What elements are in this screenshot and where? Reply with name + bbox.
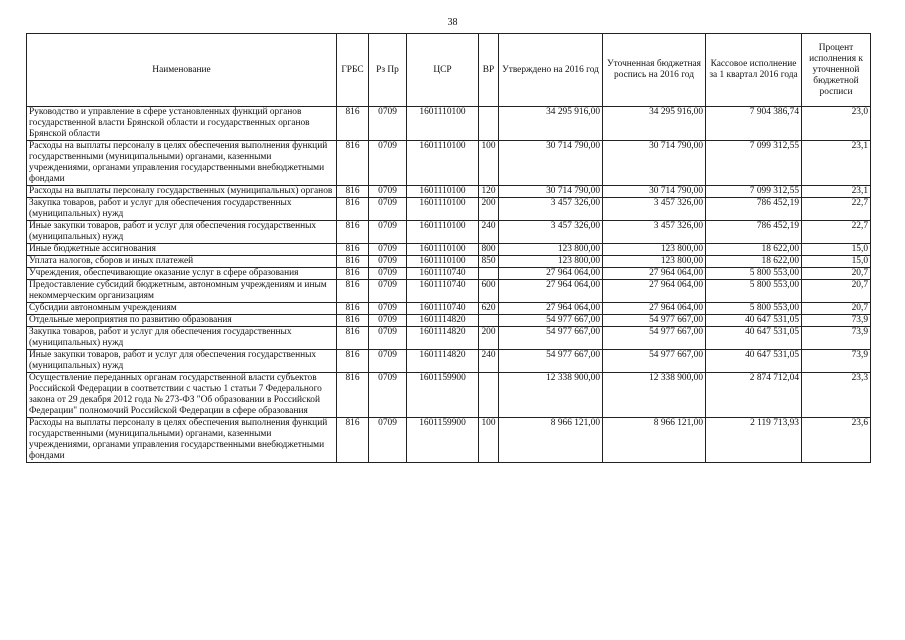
cell-percent: 23,1 xyxy=(802,186,871,198)
cell-cash: 5 800 553,00 xyxy=(706,268,802,280)
cell-vr xyxy=(479,268,499,280)
cell-cash: 7 904 386,74 xyxy=(706,107,802,141)
cell-vr: 120 xyxy=(479,186,499,198)
cell-csr: 1601110100 xyxy=(407,244,479,256)
cell-approved: 30 714 790,00 xyxy=(499,141,603,186)
cell-cash: 2 874 712,04 xyxy=(706,373,802,418)
cell-csr: 1601159900 xyxy=(407,418,479,463)
cell-approved: 54 977 667,00 xyxy=(499,350,603,373)
cell-csr: 1601110740 xyxy=(407,268,479,280)
cell-approved: 123 800,00 xyxy=(499,244,603,256)
header-vr: ВР xyxy=(479,34,499,107)
cell-cash: 2 119 713,93 xyxy=(706,418,802,463)
cell-approved: 12 338 900,00 xyxy=(499,373,603,418)
cell-refined: 30 714 790,00 xyxy=(603,141,706,186)
cell-rzpr: 0709 xyxy=(369,141,407,186)
table-row xyxy=(27,141,871,186)
table-row xyxy=(27,327,871,350)
table-row xyxy=(27,280,871,303)
cell-refined: 123 800,00 xyxy=(603,244,706,256)
cell-rzpr: 0709 xyxy=(369,186,407,198)
cell-grbs: 816 xyxy=(337,373,369,418)
cell-approved: 8 966 121,00 xyxy=(499,418,603,463)
cell-csr: 1601110100 xyxy=(407,141,479,186)
cell-approved: 123 800,00 xyxy=(499,256,603,268)
cell-cash: 7 099 312,55 xyxy=(706,141,802,186)
cell-approved: 27 964 064,00 xyxy=(499,280,603,303)
cell-name: Расходы на выплаты персоналу в целях обеспечения выполнения функций государственными (муниципальными) органами, казенными учреждениями, органами управления государственными внебюджетными фондами xyxy=(27,418,337,463)
cell-name: Закупка товаров, работ и услуг для обеспечения государственных (муниципальных) нужд xyxy=(27,327,337,350)
header-approved: Утверждено на 2016 год xyxy=(499,34,603,107)
cell-cash: 18 622,00 xyxy=(706,244,802,256)
table-row xyxy=(27,107,871,141)
cell-vr: 600 xyxy=(479,280,499,303)
header-row xyxy=(27,34,871,107)
table-row xyxy=(27,198,871,221)
cell-cash: 18 622,00 xyxy=(706,256,802,268)
cell-name: Осуществление переданных органам государственной власти субъектов Российской Федерации в соответствии с частью 1 статьи 7 Федерального закона от 29 декабря 2012 года № 273-ФЗ "Об образовании в Российской Федерации" полномочий Российской Федерации в сфере образования xyxy=(27,373,337,418)
cell-approved: 27 964 064,00 xyxy=(499,303,603,315)
cell-approved: 3 457 326,00 xyxy=(499,198,603,221)
cell-csr: 1601110100 xyxy=(407,186,479,198)
cell-percent: 23,3 xyxy=(802,373,871,418)
cell-vr xyxy=(479,315,499,327)
cell-csr: 1601110100 xyxy=(407,256,479,268)
cell-rzpr: 0709 xyxy=(369,327,407,350)
header-rzpr: Рз Пр xyxy=(369,34,407,107)
cell-rzpr: 0709 xyxy=(369,418,407,463)
cell-grbs: 816 xyxy=(337,186,369,198)
cell-vr: 800 xyxy=(479,244,499,256)
header-grbs: ГРБС xyxy=(337,34,369,107)
budget-table xyxy=(26,33,871,463)
cell-grbs: 816 xyxy=(337,303,369,315)
table-row xyxy=(27,221,871,244)
cell-percent: 22,7 xyxy=(802,221,871,244)
cell-grbs: 816 xyxy=(337,350,369,373)
cell-approved: 3 457 326,00 xyxy=(499,221,603,244)
table-row xyxy=(27,373,871,418)
cell-percent: 23,0 xyxy=(802,107,871,141)
cell-csr: 1601110740 xyxy=(407,280,479,303)
cell-name: Учреждения, обеспечивающие оказание услуг в сфере образования xyxy=(27,268,337,280)
header-percent: Процент исполнения к уточненной бюджетной росписи xyxy=(802,34,871,107)
cell-cash: 786 452,19 xyxy=(706,198,802,221)
table-row xyxy=(27,244,871,256)
cell-percent: 23,1 xyxy=(802,141,871,186)
cell-vr: 240 xyxy=(479,350,499,373)
cell-percent: 15,0 xyxy=(802,244,871,256)
cell-cash: 786 452,19 xyxy=(706,221,802,244)
cell-vr: 620 xyxy=(479,303,499,315)
cell-rzpr: 0709 xyxy=(369,303,407,315)
cell-percent: 23,6 xyxy=(802,418,871,463)
cell-name: Предоставление субсидий бюджетным, автономным учреждениям и иным некоммерческим организациям xyxy=(27,280,337,303)
cell-name: Иные закупки товаров, работ и услуг для обеспечения государственных (муниципальных) нужд xyxy=(27,221,337,244)
cell-grbs: 816 xyxy=(337,107,369,141)
cell-rzpr: 0709 xyxy=(369,315,407,327)
cell-name: Субсидии автономным учреждениям xyxy=(27,303,337,315)
table-row xyxy=(27,315,871,327)
cell-name: Расходы на выплаты персоналу в целях обеспечения выполнения функций государственными (муниципальными) органами, казенными учреждениями, органами управления государственными внебюджетными фондами xyxy=(27,141,337,186)
cell-csr: 1601110740 xyxy=(407,303,479,315)
cell-csr: 1601114820 xyxy=(407,315,479,327)
cell-rzpr: 0709 xyxy=(369,350,407,373)
cell-percent: 22,7 xyxy=(802,198,871,221)
cell-rzpr: 0709 xyxy=(369,221,407,244)
cell-approved: 54 977 667,00 xyxy=(499,327,603,350)
cell-name: Иные бюджетные ассигнования xyxy=(27,244,337,256)
cell-name: Отдельные мероприятия по развитию образования xyxy=(27,315,337,327)
cell-cash: 40 647 531,05 xyxy=(706,327,802,350)
cell-grbs: 816 xyxy=(337,221,369,244)
cell-name: Руководство и управление в сфере установленных функций органов государственной власти Брянской области и государственных органов Брянской области xyxy=(27,107,337,141)
header-name: Наименование xyxy=(27,34,337,107)
cell-cash: 40 647 531,05 xyxy=(706,350,802,373)
cell-rzpr: 0709 xyxy=(369,256,407,268)
cell-rzpr: 0709 xyxy=(369,280,407,303)
table-row xyxy=(27,268,871,280)
header-refined: Уточненная бюджетная роспись на 2016 год xyxy=(603,34,706,107)
cell-csr: 1601114820 xyxy=(407,327,479,350)
cell-refined: 123 800,00 xyxy=(603,256,706,268)
table-body xyxy=(27,107,871,463)
cell-refined: 54 977 667,00 xyxy=(603,350,706,373)
cell-rzpr: 0709 xyxy=(369,244,407,256)
cell-vr xyxy=(479,107,499,141)
table-row xyxy=(27,186,871,198)
cell-rzpr: 0709 xyxy=(369,268,407,280)
cell-refined: 12 338 900,00 xyxy=(603,373,706,418)
header-cash: Кассовое исполнение за 1 квартал 2016 года xyxy=(706,34,802,107)
cell-percent: 20,7 xyxy=(802,268,871,280)
cell-refined: 54 977 667,00 xyxy=(603,315,706,327)
cell-cash: 40 647 531,05 xyxy=(706,315,802,327)
cell-grbs: 816 xyxy=(337,244,369,256)
cell-csr: 1601110100 xyxy=(407,198,479,221)
cell-grbs: 816 xyxy=(337,268,369,280)
cell-vr: 100 xyxy=(479,141,499,186)
cell-vr: 240 xyxy=(479,221,499,244)
cell-grbs: 816 xyxy=(337,315,369,327)
cell-percent: 20,7 xyxy=(802,280,871,303)
cell-percent: 20,7 xyxy=(802,303,871,315)
cell-name: Расходы на выплаты персоналу государственных (муниципальных) органов xyxy=(27,186,337,198)
cell-refined: 27 964 064,00 xyxy=(603,280,706,303)
cell-grbs: 816 xyxy=(337,198,369,221)
cell-approved: 30 714 790,00 xyxy=(499,186,603,198)
cell-percent: 73,9 xyxy=(802,327,871,350)
cell-rzpr: 0709 xyxy=(369,373,407,418)
table-row xyxy=(27,303,871,315)
cell-vr: 200 xyxy=(479,327,499,350)
header-csr: ЦСР xyxy=(407,34,479,107)
cell-refined: 27 964 064,00 xyxy=(603,303,706,315)
table-row xyxy=(27,350,871,373)
cell-refined: 3 457 326,00 xyxy=(603,221,706,244)
cell-percent: 73,9 xyxy=(802,350,871,373)
cell-refined: 27 964 064,00 xyxy=(603,268,706,280)
cell-name: Закупка товаров, работ и услуг для обеспечения государственных (муниципальных) нужд xyxy=(27,198,337,221)
cell-grbs: 816 xyxy=(337,418,369,463)
cell-csr: 1601110100 xyxy=(407,107,479,141)
table-row xyxy=(27,256,871,268)
cell-approved: 54 977 667,00 xyxy=(499,315,603,327)
cell-csr: 1601159900 xyxy=(407,373,479,418)
cell-refined: 34 295 916,00 xyxy=(603,107,706,141)
cell-vr: 850 xyxy=(479,256,499,268)
cell-csr: 1601110100 xyxy=(407,221,479,244)
cell-approved: 34 295 916,00 xyxy=(499,107,603,141)
cell-vr: 200 xyxy=(479,198,499,221)
cell-rzpr: 0709 xyxy=(369,198,407,221)
cell-name: Уплата налогов, сборов и иных платежей xyxy=(27,256,337,268)
cell-percent: 73,9 xyxy=(802,315,871,327)
table-row xyxy=(27,418,871,463)
cell-grbs: 816 xyxy=(337,327,369,350)
cell-cash: 5 800 553,00 xyxy=(706,280,802,303)
cell-grbs: 816 xyxy=(337,280,369,303)
cell-refined: 8 966 121,00 xyxy=(603,418,706,463)
cell-refined: 30 714 790,00 xyxy=(603,186,706,198)
cell-refined: 54 977 667,00 xyxy=(603,327,706,350)
cell-rzpr: 0709 xyxy=(369,107,407,141)
cell-grbs: 816 xyxy=(337,256,369,268)
cell-approved: 27 964 064,00 xyxy=(499,268,603,280)
cell-vr xyxy=(479,373,499,418)
cell-csr: 1601114820 xyxy=(407,350,479,373)
cell-vr: 100 xyxy=(479,418,499,463)
cell-refined: 3 457 326,00 xyxy=(603,198,706,221)
cell-cash: 5 800 553,00 xyxy=(706,303,802,315)
cell-name: Иные закупки товаров, работ и услуг для обеспечения государственных (муниципальных) нужд xyxy=(27,350,337,373)
page-number: 38 xyxy=(447,17,458,28)
cell-percent: 15,0 xyxy=(802,256,871,268)
cell-grbs: 816 xyxy=(337,141,369,186)
cell-cash: 7 099 312,55 xyxy=(706,186,802,198)
